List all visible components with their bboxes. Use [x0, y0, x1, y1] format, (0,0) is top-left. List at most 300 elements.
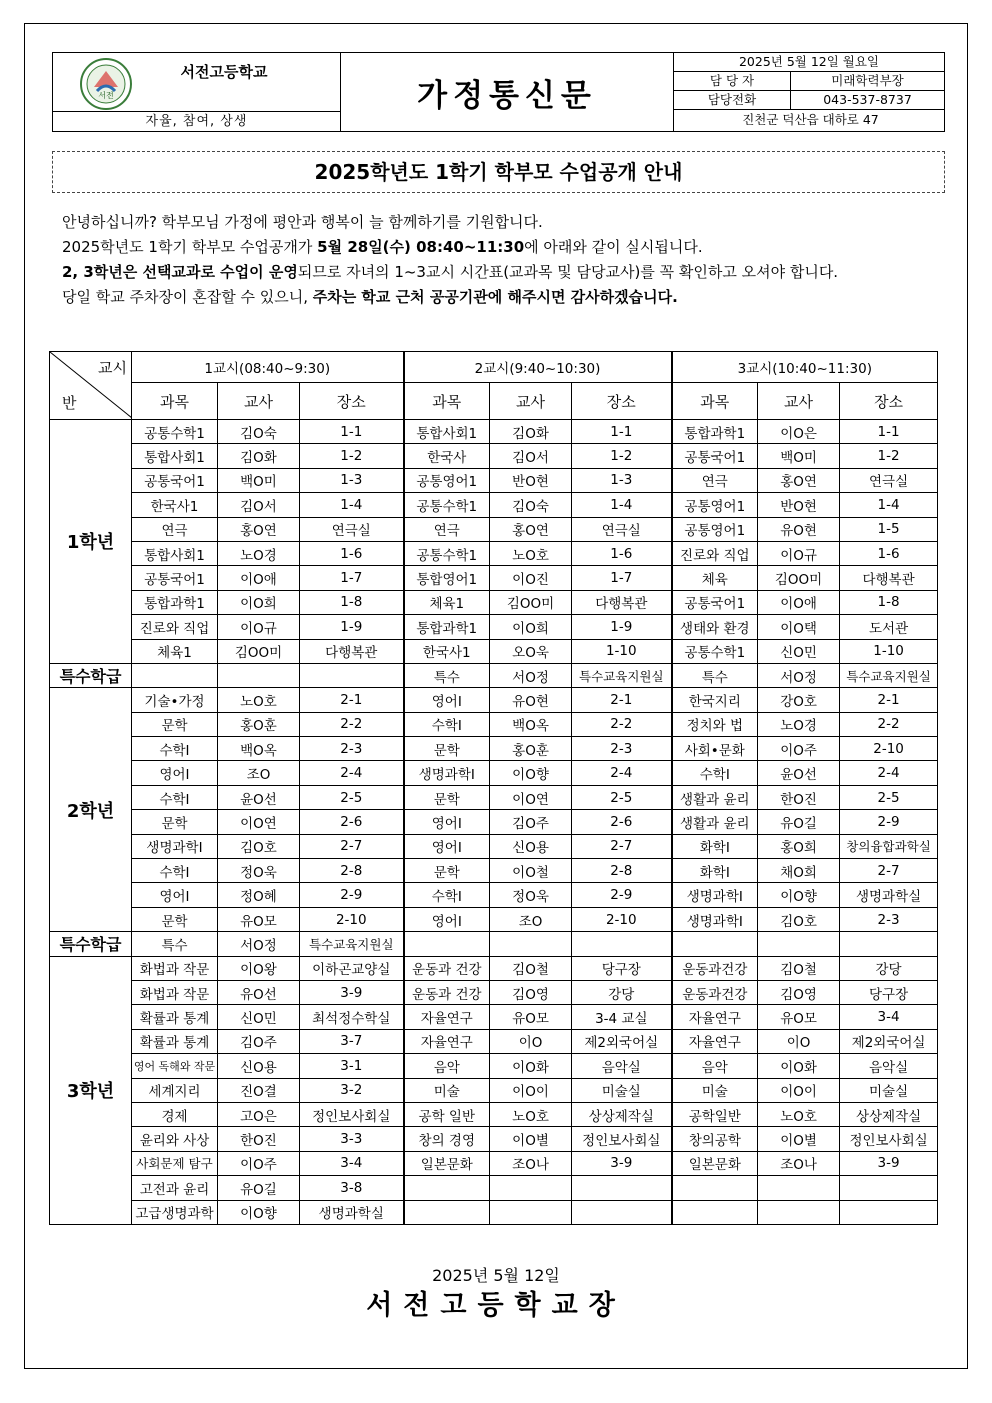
- table-cell: 이O애: [218, 566, 300, 590]
- table-cell: 2-10: [572, 907, 672, 931]
- table-cell: 유O모: [218, 907, 300, 931]
- table-row: [50, 1200, 938, 1224]
- table-cell: 윤O선: [218, 785, 300, 809]
- table-cell: 이O왕: [218, 956, 300, 980]
- table-cell: 2-9: [300, 883, 404, 907]
- table-cell: 제2외국어실: [840, 1029, 938, 1053]
- table-cell: 통합과학1: [672, 420, 758, 444]
- principal-signature: 서전고등학교장: [366, 1290, 626, 1321]
- corner-cell: [50, 352, 132, 420]
- table-cell: 유O길: [218, 1176, 300, 1200]
- table-cell: 공통수학1: [672, 639, 758, 663]
- table-cell: 유O모: [758, 1005, 840, 1029]
- table-cell: 이O철: [490, 859, 572, 883]
- table-cell: 이O화: [490, 1054, 572, 1078]
- table-cell: 2-2: [300, 712, 404, 736]
- table-cell: 홍O훈: [490, 737, 572, 761]
- table-cell: [404, 1176, 490, 1200]
- table-cell: 문학: [132, 907, 218, 931]
- table-cell: 영어I: [132, 761, 218, 785]
- table-cell: 한O진: [758, 785, 840, 809]
- table-cell: 2-6: [572, 810, 672, 834]
- table-cell: 3-9: [572, 1151, 672, 1175]
- table-cell: 한국사: [404, 444, 490, 468]
- info-row-contact: [674, 72, 944, 91]
- table-cell: 노O경: [218, 541, 300, 565]
- table-cell: 2-1: [572, 688, 672, 712]
- table-cell: 기술•가정: [132, 688, 218, 712]
- table-row: [50, 883, 938, 907]
- table-cell: 고전과 윤리: [132, 1176, 218, 1200]
- table-cell: 미술: [672, 1078, 758, 1102]
- table-cell: [840, 1176, 938, 1200]
- intro-line: 안녕하십니까? 학부모님 가정에 평안과 행복이 늘 함께하기를 기원합니다.: [62, 213, 543, 231]
- table-cell: 김O철: [490, 956, 572, 980]
- table-cell: 김O호: [758, 907, 840, 931]
- table-cell: 김O숙: [490, 493, 572, 517]
- table-cell: 2-3: [840, 907, 938, 931]
- table-cell: 공학일반: [672, 1102, 758, 1126]
- grade-label: 2학년: [50, 688, 132, 932]
- table-cell: 신O용: [490, 834, 572, 858]
- table-cell: 한국지리: [672, 688, 758, 712]
- diagonal-line: [50, 352, 132, 418]
- table-cell: 이O: [758, 1029, 840, 1053]
- table-cell: 문학: [132, 810, 218, 834]
- table-cell: 한O진: [218, 1127, 300, 1151]
- period-header-row: [50, 352, 938, 383]
- table-row: [50, 615, 938, 639]
- school-block: [53, 53, 341, 131]
- table-cell: 공통수학1: [404, 541, 490, 565]
- grade-label: 특수학급: [50, 663, 132, 687]
- table-cell: 노O호: [490, 541, 572, 565]
- table-cell: 1-1: [572, 420, 672, 444]
- table-cell: 이O별: [490, 1127, 572, 1151]
- table-cell: 조O: [218, 761, 300, 785]
- table-cell: 통합사회1: [132, 444, 218, 468]
- table-cell: [572, 932, 672, 956]
- table-cell: 김O철: [758, 956, 840, 980]
- table-cell: [218, 663, 300, 687]
- table-cell: 이하곤교양실: [300, 956, 404, 980]
- table-cell: 확률과 통계: [132, 1005, 218, 1029]
- table-cell: [490, 1200, 572, 1224]
- table-cell: 공통국어1: [132, 566, 218, 590]
- table-cell: [840, 1200, 938, 1224]
- table-cell: 2-2: [840, 712, 938, 736]
- table-cell: 2-6: [300, 810, 404, 834]
- table-cell: 수학I: [132, 785, 218, 809]
- svg-text:반: 반: [62, 394, 77, 412]
- table-row: [50, 980, 938, 1004]
- table-cell: 2-4: [572, 761, 672, 785]
- table-cell: 특수: [132, 932, 218, 956]
- table-cell: 운동과건강: [672, 956, 758, 980]
- table-cell: 최석정수학실: [300, 1005, 404, 1029]
- table-cell: 2-7: [572, 834, 672, 858]
- table-cell: 신O용: [218, 1054, 300, 1078]
- table-cell: 연극실: [840, 468, 938, 492]
- table-cell: 김O화: [218, 444, 300, 468]
- table-cell: 강당: [840, 956, 938, 980]
- table-cell: 이O별: [758, 1127, 840, 1151]
- header-info: [674, 53, 944, 131]
- table-cell: 생태와 환경: [672, 615, 758, 639]
- table-row: [50, 444, 938, 468]
- table-cell: 사회문제 탐구: [132, 1151, 218, 1175]
- table-cell: 공통영어1: [404, 468, 490, 492]
- table-cell: 제2외국어실: [572, 1029, 672, 1053]
- table-cell: 통합과학1: [132, 590, 218, 614]
- intro-text: [62, 210, 942, 310]
- table-cell: 노O경: [758, 712, 840, 736]
- table-cell: 생활과 윤리: [672, 785, 758, 809]
- table-cell: [404, 932, 490, 956]
- table-cell: 공통국어1: [672, 444, 758, 468]
- table-row: [50, 493, 938, 517]
- table-cell: [758, 1200, 840, 1224]
- table-row: [50, 1054, 938, 1078]
- table-cell: 경제: [132, 1102, 218, 1126]
- table-cell: 강당: [572, 980, 672, 1004]
- table-cell: 다행복관: [572, 590, 672, 614]
- table-cell: 이O향: [490, 761, 572, 785]
- school-address: 진천군 덕산읍 대하로 47: [742, 112, 879, 127]
- table-cell: 영어I: [404, 688, 490, 712]
- table-cell: [672, 1200, 758, 1224]
- table-cell: 생활과 윤리: [672, 810, 758, 834]
- table-cell: 홍O연: [490, 517, 572, 541]
- table-cell: 김O화: [490, 420, 572, 444]
- table-cell: 한국사1: [132, 493, 218, 517]
- table-cell: [672, 932, 758, 956]
- table-cell: 3-8: [300, 1176, 404, 1200]
- table-cell: 음악: [404, 1054, 490, 1078]
- table-cell: 조O나: [758, 1151, 840, 1175]
- table-cell: 영어I: [404, 834, 490, 858]
- table-cell: 3-1: [300, 1054, 404, 1078]
- table-cell: 서O정: [758, 663, 840, 687]
- table-row: [50, 663, 938, 687]
- table-cell: 미술실: [840, 1078, 938, 1102]
- table-cell: 창의융합과학실: [840, 834, 938, 858]
- table-cell: 진로와 직업: [672, 541, 758, 565]
- table-row: [50, 420, 938, 444]
- table-cell: [300, 663, 404, 687]
- table-cell: 1-2: [840, 444, 938, 468]
- table-cell: [572, 1200, 672, 1224]
- table-cell: 창의 경영: [404, 1127, 490, 1151]
- table-cell: 조O: [490, 907, 572, 931]
- table-cell: 반O현: [490, 468, 572, 492]
- table-cell: 2-3: [300, 737, 404, 761]
- table-cell: 화법과 작문: [132, 980, 218, 1004]
- school-name: 서전고등학교: [180, 63, 268, 81]
- table-cell: 이O규: [218, 615, 300, 639]
- table-cell: 2-5: [840, 785, 938, 809]
- table-cell: [572, 1176, 672, 1200]
- column-header: 교사: [490, 383, 572, 420]
- table-cell: 백O옥: [490, 712, 572, 736]
- table-cell: 채O희: [758, 859, 840, 883]
- table-cell: 유O현: [758, 517, 840, 541]
- table-cell: 화법과 작문: [132, 956, 218, 980]
- table-cell: 1-3: [300, 468, 404, 492]
- table-cell: 정O욱: [218, 859, 300, 883]
- table-cell: 정인보사회실: [572, 1127, 672, 1151]
- info-value: 미래학력부장: [831, 73, 904, 88]
- table-cell: 2-1: [840, 688, 938, 712]
- table-cell: 2-7: [840, 859, 938, 883]
- table-cell: 미술실: [572, 1078, 672, 1102]
- table-cell: 백O미: [758, 444, 840, 468]
- column-header: 장소: [840, 383, 938, 420]
- table-cell: 김O주: [490, 810, 572, 834]
- table-cell: 문학: [404, 737, 490, 761]
- notice-title: 2025학년도 1학기 학부모 수업공개 안내: [52, 151, 945, 193]
- table-cell: 이O: [490, 1029, 572, 1053]
- table-cell: 2-9: [840, 810, 938, 834]
- table-cell: 공통수학1: [404, 493, 490, 517]
- table-cell: 화학I: [672, 859, 758, 883]
- table-cell: 생명과학실: [840, 883, 938, 907]
- table-cell: 1-2: [300, 444, 404, 468]
- table-cell: 윤O선: [758, 761, 840, 785]
- intro-line: 당일 학교 주차장이 혼잡할 수 있으니, 주차는 학교 근처 공공기관에 해주시면 감사하겠습니다.: [62, 288, 678, 306]
- table-cell: 체육: [672, 566, 758, 590]
- table-row: [50, 1005, 938, 1029]
- table-cell: 이O희: [490, 615, 572, 639]
- table-cell: 문학: [404, 859, 490, 883]
- table-cell: 특수: [404, 663, 490, 687]
- table-cell: 상상제작실: [572, 1102, 672, 1126]
- table-cell: 도서관: [840, 615, 938, 639]
- table-cell: 정O욱: [490, 883, 572, 907]
- period-3-header: 3교시(10:40~11:30): [672, 352, 938, 383]
- table-cell: 세계지리: [132, 1078, 218, 1102]
- table-cell: 3-2: [300, 1078, 404, 1102]
- table-cell: 한국사1: [404, 639, 490, 663]
- table-cell: 생명과학I: [672, 907, 758, 931]
- table-cell: 김OO미: [758, 566, 840, 590]
- period-1-header: 1교시(08:40~9:30): [132, 352, 404, 383]
- table-cell: 생명과학실: [300, 1200, 404, 1224]
- info-row-address: [674, 111, 944, 130]
- footer-date: 2025년 5월 12일: [432, 1266, 560, 1285]
- table-row: [50, 688, 938, 712]
- table-cell: 문학: [404, 785, 490, 809]
- table-cell: 2-5: [572, 785, 672, 809]
- table-cell: 체육1: [404, 590, 490, 614]
- column-header: 과목: [404, 383, 490, 420]
- table-cell: 노O호: [758, 1102, 840, 1126]
- table-cell: 당구장: [572, 956, 672, 980]
- table-row: [50, 468, 938, 492]
- table-cell: 연극실: [300, 517, 404, 541]
- table-cell: 이O규: [758, 541, 840, 565]
- table-cell: 2-2: [572, 712, 672, 736]
- table-cell: 화학I: [672, 834, 758, 858]
- table-row: [50, 639, 938, 663]
- table-cell: 자율연구: [672, 1029, 758, 1053]
- table-cell: 수학I: [404, 712, 490, 736]
- table-cell: 신O민: [758, 639, 840, 663]
- table-cell: 이O애: [758, 590, 840, 614]
- table-cell: 연극: [404, 517, 490, 541]
- table-cell: 김O영: [490, 980, 572, 1004]
- table-cell: 김O숙: [218, 420, 300, 444]
- table-cell: 2-3: [572, 737, 672, 761]
- table-row: [50, 761, 938, 785]
- table-cell: 연극: [132, 517, 218, 541]
- table-cell: 운동과 건강: [404, 980, 490, 1004]
- table-cell: 김O영: [758, 980, 840, 1004]
- table-cell: 반O현: [758, 493, 840, 517]
- table-row: [50, 834, 938, 858]
- table-cell: 자율연구: [404, 1005, 490, 1029]
- table-row: [50, 712, 938, 736]
- info-row-phone: [674, 91, 944, 110]
- table-cell: 1-2: [572, 444, 672, 468]
- table-cell: 1-1: [300, 420, 404, 444]
- table-cell: 서O정: [218, 932, 300, 956]
- table-cell: 1-5: [840, 517, 938, 541]
- table-row: [50, 1127, 938, 1151]
- table-cell: 생명과학I: [404, 761, 490, 785]
- table-cell: 창의공학: [672, 1127, 758, 1151]
- table-cell: 2-4: [840, 761, 938, 785]
- letter-header: [52, 52, 945, 132]
- table-cell: 이O진: [490, 566, 572, 590]
- grade-label: 3학년: [50, 956, 132, 1224]
- document-title: 가정통신문: [341, 53, 674, 131]
- info-key: 담 당 자: [674, 72, 791, 90]
- table-cell: 3-4: [840, 1005, 938, 1029]
- table-cell: 이O연: [218, 810, 300, 834]
- table-cell: 1-7: [300, 566, 404, 590]
- table-cell: 통합사회1: [404, 420, 490, 444]
- table-cell: 다행복관: [840, 566, 938, 590]
- issue-date: 2025년 5월 12일 월요일: [674, 53, 944, 72]
- table-cell: 2-1: [300, 688, 404, 712]
- table-cell: 홍O연: [758, 468, 840, 492]
- table-cell: 체육1: [132, 639, 218, 663]
- table-cell: 음악실: [840, 1054, 938, 1078]
- table-row: [50, 517, 938, 541]
- table-cell: 2-10: [840, 737, 938, 761]
- table-cell: 이O연: [490, 785, 572, 809]
- table-cell: 고O은: [218, 1102, 300, 1126]
- table-cell: 2-4: [300, 761, 404, 785]
- table-cell: 오O욱: [490, 639, 572, 663]
- table-row: [50, 1102, 938, 1126]
- table-cell: 운동과건강: [672, 980, 758, 1004]
- table-cell: 일본문화: [672, 1151, 758, 1175]
- table-cell: 2-8: [572, 859, 672, 883]
- table-cell: 3-4: [300, 1151, 404, 1175]
- table-cell: 유O선: [218, 980, 300, 1004]
- table-cell: 유O길: [758, 810, 840, 834]
- table-cell: 정치와 법: [672, 712, 758, 736]
- info-key: 담당전화: [674, 91, 791, 109]
- school-logo-icon: [79, 57, 133, 111]
- table-cell: 연극: [672, 468, 758, 492]
- table-cell: 백O미: [218, 468, 300, 492]
- table-cell: 미술: [404, 1078, 490, 1102]
- table-cell: 1-6: [840, 541, 938, 565]
- table-row: [50, 859, 938, 883]
- table-cell: 유O현: [490, 688, 572, 712]
- svg-text:서전: 서전: [98, 91, 114, 100]
- school-motto: 자율, 참여, 상생: [53, 111, 340, 132]
- table-cell: 윤리와 사상: [132, 1127, 218, 1151]
- table-cell: 김O호: [218, 834, 300, 858]
- schedule-body: [50, 420, 938, 1225]
- column-header: 장소: [300, 383, 404, 420]
- table-cell: [672, 1176, 758, 1200]
- table-cell: 2-10: [300, 907, 404, 931]
- table-cell: 1-8: [300, 590, 404, 614]
- table-cell: 확률과 통계: [132, 1029, 218, 1053]
- table-cell: 수학I: [404, 883, 490, 907]
- table-cell: 다행복관: [300, 639, 404, 663]
- table-cell: 수학I: [132, 859, 218, 883]
- table-cell: 진O결: [218, 1078, 300, 1102]
- table-cell: 특수: [672, 663, 758, 687]
- period-2-header: 2교시(9:40~10:30): [404, 352, 672, 383]
- table-cell: 1-1: [840, 420, 938, 444]
- subheader-row: [50, 383, 938, 420]
- table-cell: 음악실: [572, 1054, 672, 1078]
- table-row: [50, 932, 938, 956]
- table-cell: 통합사회1: [132, 541, 218, 565]
- table-cell: 2-7: [300, 834, 404, 858]
- table-cell: 유O모: [490, 1005, 572, 1029]
- column-header: 과목: [672, 383, 758, 420]
- table-cell: [404, 1200, 490, 1224]
- table-cell: 자율연구: [672, 1005, 758, 1029]
- table-cell: 진로와 직업: [132, 615, 218, 639]
- table-cell: 음악: [672, 1054, 758, 1078]
- table-cell: 정인보사회실: [840, 1127, 938, 1151]
- column-header: 교사: [218, 383, 300, 420]
- table-row: [50, 1176, 938, 1200]
- table-row: [50, 737, 938, 761]
- table-cell: 수학I: [132, 737, 218, 761]
- table-cell: 3-9: [300, 980, 404, 1004]
- table-cell: [132, 663, 218, 687]
- table-cell: 홍O연: [218, 517, 300, 541]
- table-cell: 이O향: [758, 883, 840, 907]
- table-cell: 3-7: [300, 1029, 404, 1053]
- table-cell: 1-6: [572, 541, 672, 565]
- table-cell: 이O향: [218, 1200, 300, 1224]
- table-cell: 2-8: [300, 859, 404, 883]
- column-header: 과목: [132, 383, 218, 420]
- table-cell: 김OO미: [490, 590, 572, 614]
- table-row: [50, 907, 938, 931]
- table-cell: 연극실: [572, 517, 672, 541]
- table-cell: 1-7: [572, 566, 672, 590]
- table-cell: 상상제작실: [840, 1102, 938, 1126]
- table-cell: 1-4: [300, 493, 404, 517]
- table-cell: [758, 932, 840, 956]
- table-cell: 노O호: [490, 1102, 572, 1126]
- table-cell: 영어 독해와 작문: [132, 1054, 218, 1078]
- table-cell: 신O민: [218, 1005, 300, 1029]
- table-cell: 영어I: [404, 907, 490, 931]
